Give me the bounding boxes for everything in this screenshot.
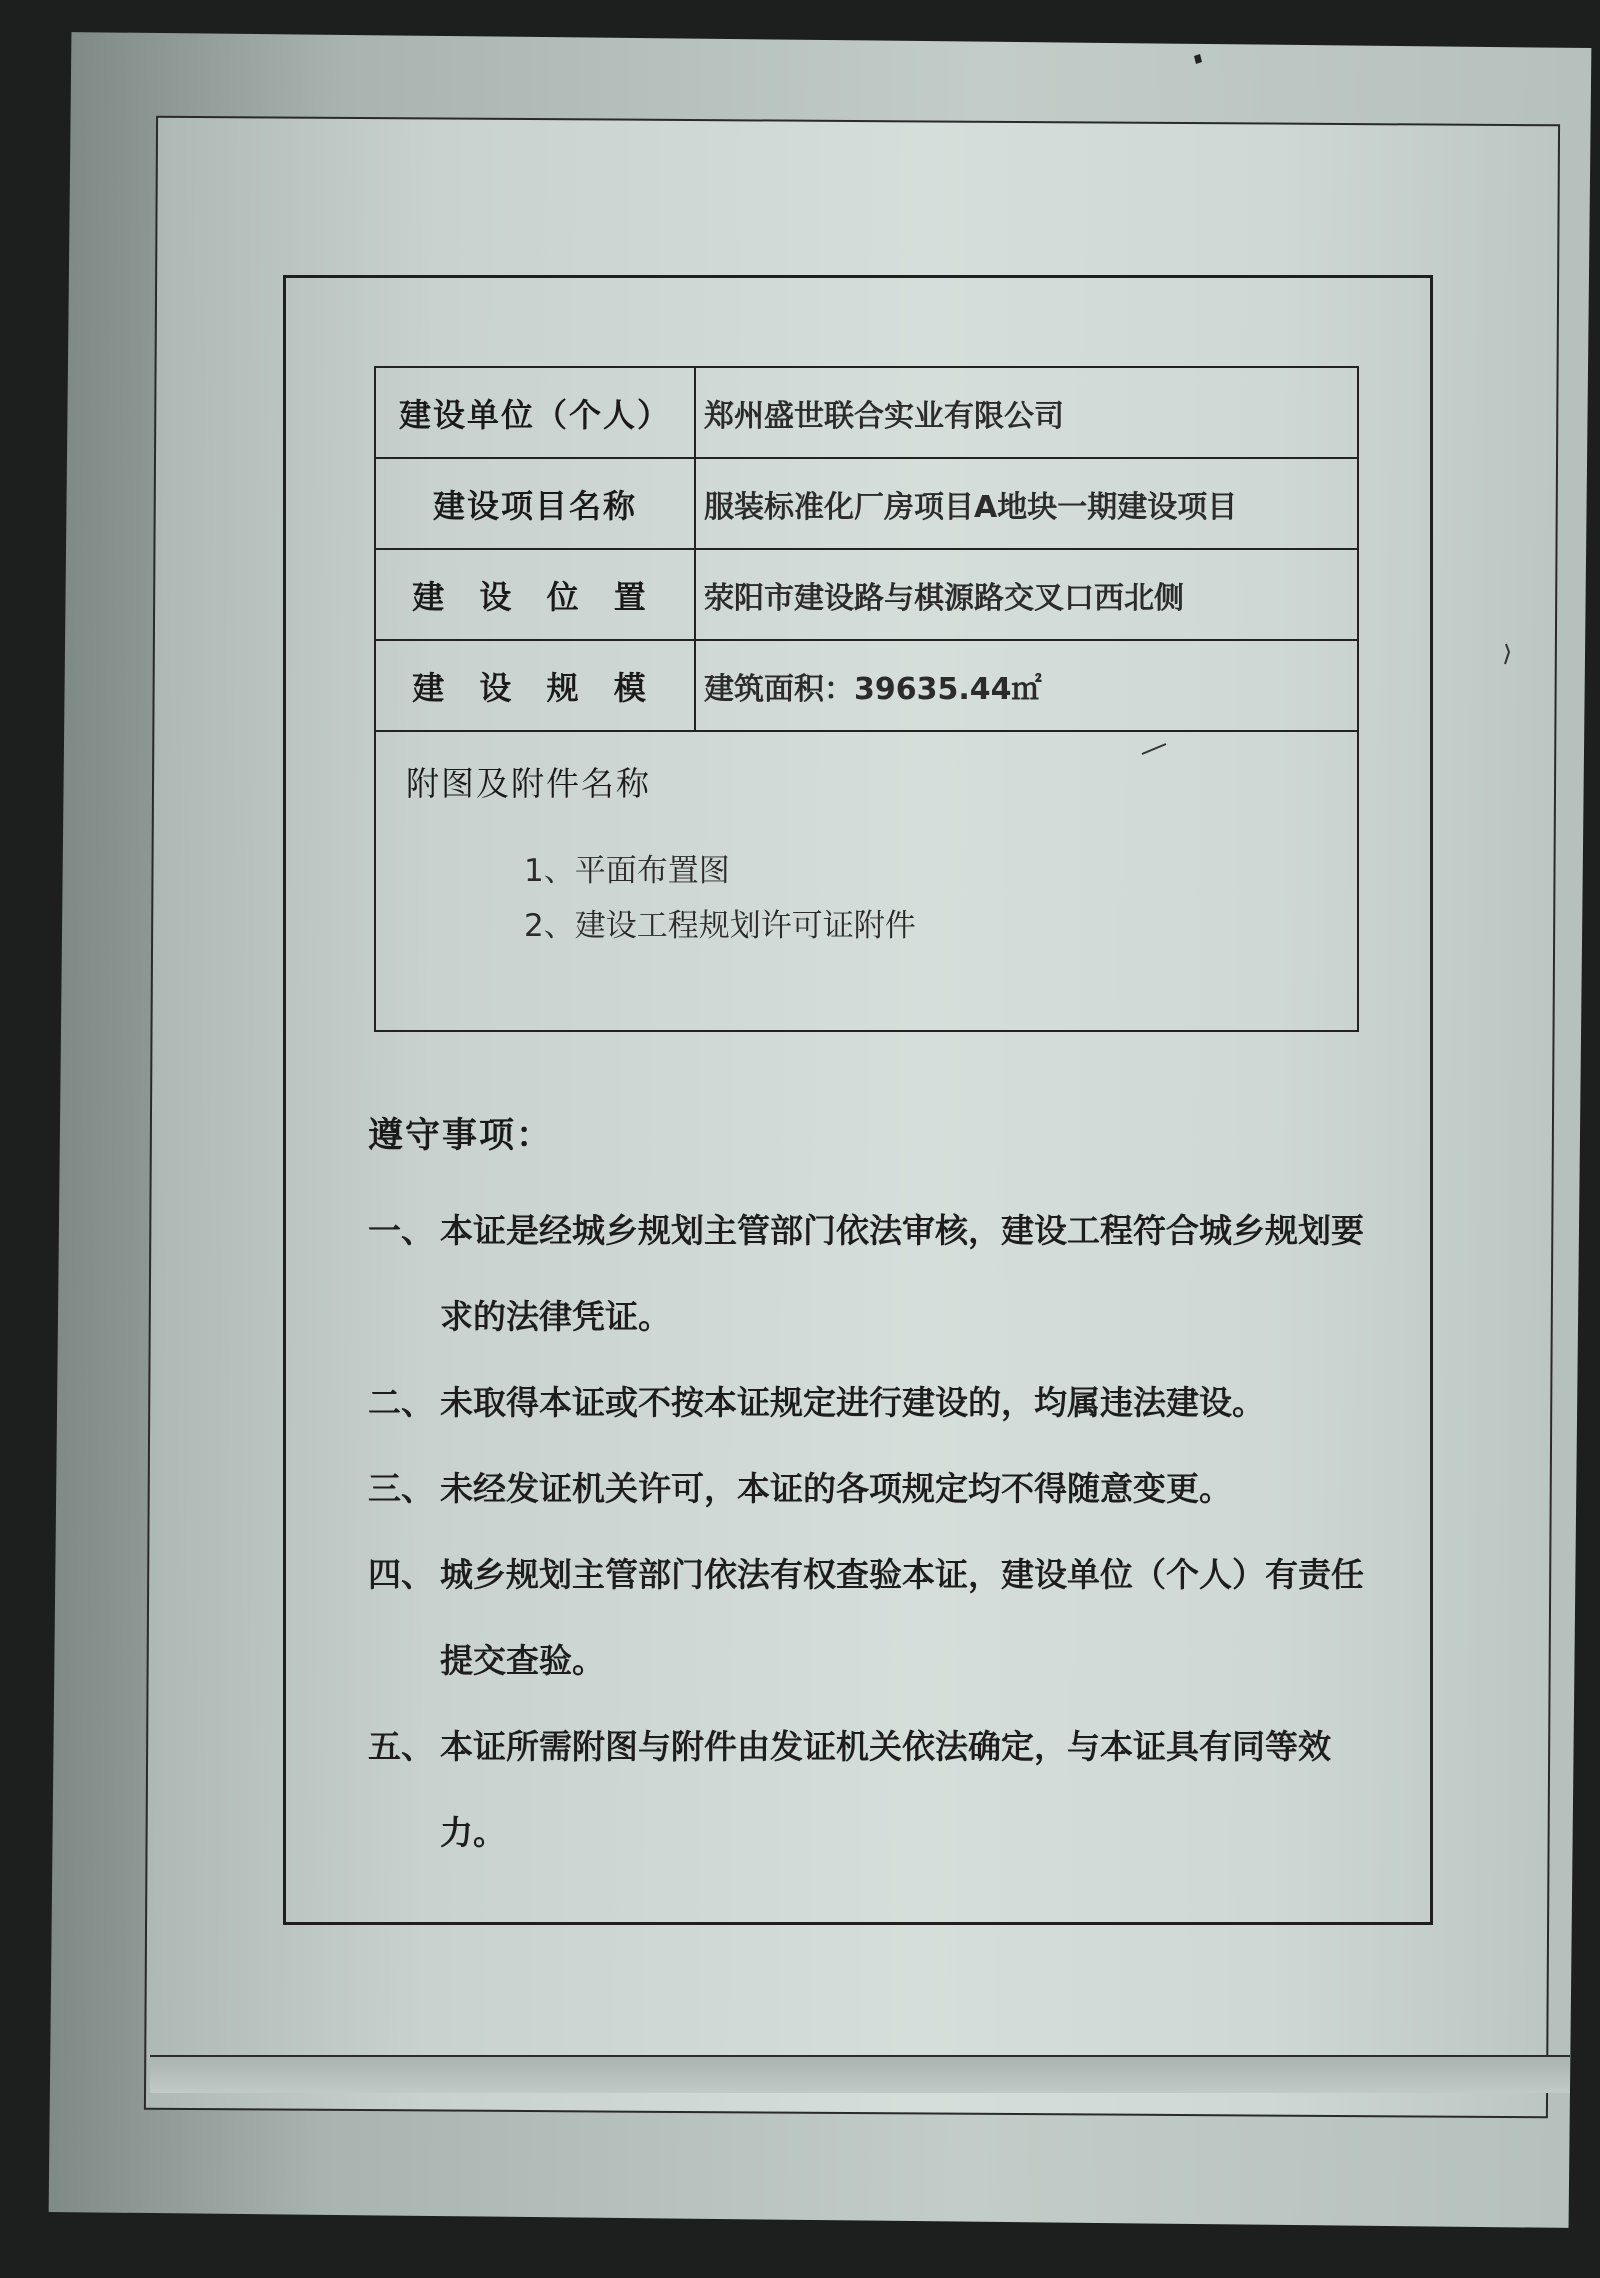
- note-text: 本证是经城乡规划主管部门依法审核，建设工程符合城乡规划要求的法律凭证。: [440, 1211, 1364, 1336]
- attachment-item: 2、建设工程规划许可证附件: [524, 908, 916, 944]
- certificate-frame: [283, 275, 1433, 1925]
- note-number: 一、: [368, 1211, 434, 1250]
- note-text: 未经发证机关许可，本证的各项规定均不得随意变更。: [440, 1469, 1232, 1508]
- note-number: 五、: [368, 1727, 434, 1766]
- note-number: 三、: [368, 1469, 434, 1508]
- notes-title: 遵守事项：: [368, 1116, 554, 1156]
- field-value-project-name: 服装标准化厂房项目A地块一期建设项目: [695, 458, 1358, 549]
- table-row: [375, 367, 1358, 458]
- note-number: 四、: [368, 1555, 434, 1594]
- field-label-location: 建 设 位 置: [375, 549, 695, 640]
- ink-speck: [1500, 640, 1516, 670]
- note-item: [368, 1188, 1368, 1360]
- notes-section: [368, 1108, 1368, 1876]
- note-text: 本证所需附图与附件由发证机关依法确定，与本证具有同等效力。: [440, 1727, 1331, 1852]
- ink-speck: [1140, 740, 1170, 760]
- note-text: 城乡规划主管部门依法有权查验本证，建设单位（个人）有责任提交查验。: [440, 1555, 1364, 1680]
- page-bottom-band: [150, 2055, 1570, 2093]
- note-item: [368, 1360, 1368, 1446]
- note-item: [368, 1532, 1368, 1704]
- field-value-scale: 建筑面积：39635.44㎡: [695, 640, 1358, 731]
- table-row: [375, 549, 1358, 640]
- field-label-scale: 建 设 规 模: [375, 640, 695, 731]
- attachment-item: 1、平面布置图: [524, 853, 730, 889]
- field-label-builder: 建设单位（个人）: [375, 367, 695, 458]
- table-row: [375, 640, 1358, 731]
- attachments-cell: [375, 731, 1358, 1031]
- table-row: [375, 458, 1358, 549]
- field-value-builder: 郑州盛世联合实业有限公司: [695, 367, 1358, 458]
- note-item: [368, 1704, 1368, 1876]
- note-item: [368, 1446, 1368, 1532]
- field-value-location: 荥阳市建设路与棋源路交叉口西北侧: [695, 549, 1358, 640]
- note-text: 未取得本证或不按本证规定进行建设的，均属违法建设。: [440, 1383, 1265, 1422]
- note-number: 二、: [368, 1383, 434, 1422]
- field-label-project-name: 建设项目名称: [375, 458, 695, 549]
- table-row: [375, 731, 1358, 1031]
- attachments-title: 附图及附件名称: [406, 764, 651, 803]
- ink-speck: [1190, 50, 1210, 70]
- project-info-table: [374, 366, 1359, 1032]
